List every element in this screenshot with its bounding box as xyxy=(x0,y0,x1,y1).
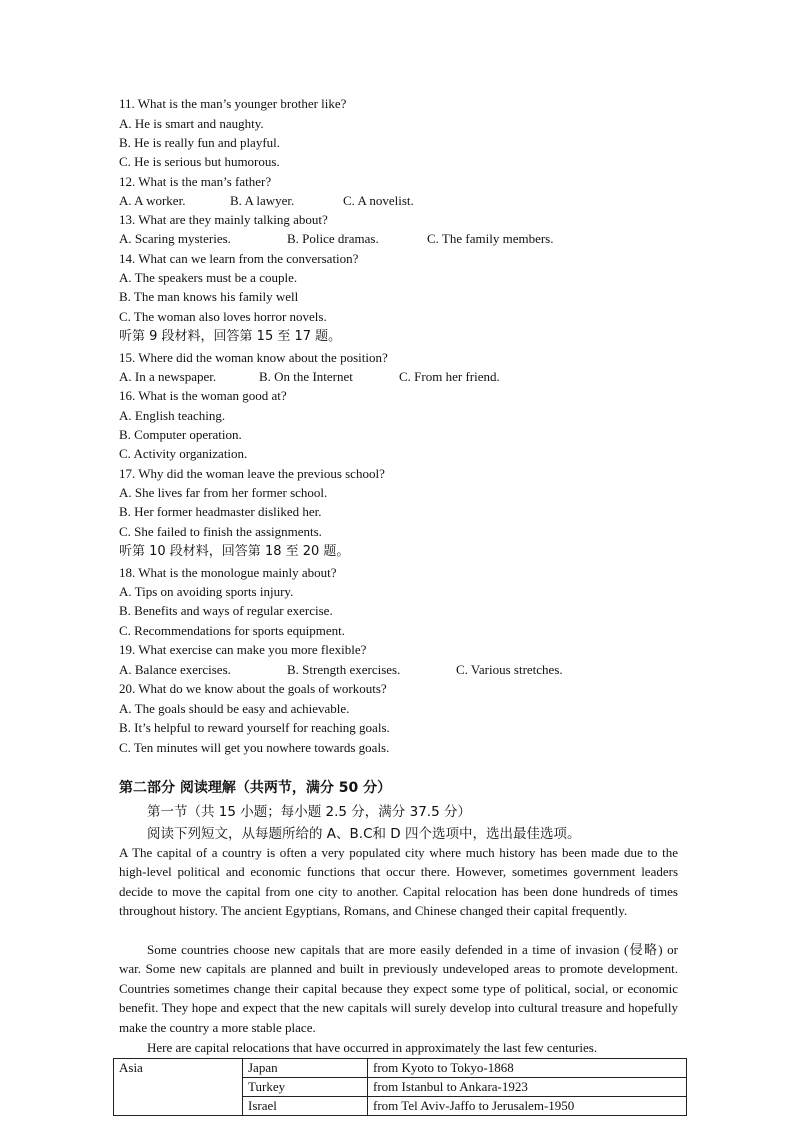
capital-relocations-table xyxy=(113,1058,687,1116)
section-2-instructions: 阅读下列短文，从每题所给的 A、B.C和 D 四个选项中，选出最佳选项。 xyxy=(147,826,581,842)
question-12: 12. What is the man’s father? xyxy=(119,174,272,189)
q20-option-a: A. The goals should be easy and achievable. xyxy=(119,701,350,716)
section-2-title: 第二部分 阅读理解（共两节，满分 50 分） xyxy=(119,780,392,796)
q18-option-a: A. Tips on avoiding sports injury. xyxy=(119,584,294,599)
q20-option-c: C. Ten minutes will get you nowhere towards goals. xyxy=(119,740,390,755)
q15-option-b: B. On the Internet xyxy=(259,369,353,384)
question-20: 20. What do we know about the goals of workouts? xyxy=(119,681,387,696)
q16-option-c: C. Activity organization. xyxy=(119,446,248,461)
q19-option-c: C. Various stretches. xyxy=(456,662,563,677)
q16-option-a: A. English teaching. xyxy=(119,408,226,423)
table-move-cell: from Kyoto to Tokyo-1868 xyxy=(368,1059,687,1078)
q11-option-c: C. He is serious but humorous. xyxy=(119,154,280,169)
q18-option-b: B. Benefits and ways of regular exercise. xyxy=(119,603,333,618)
q11-option-a: A. He is smart and naughty. xyxy=(119,116,264,131)
question-18: 18. What is the monologue mainly about? xyxy=(119,565,337,580)
section-10-instruction: 听第 10 段材料，回答第 18 至 20 题。 xyxy=(119,544,350,559)
question-17: 17. Why did the woman leave the previous school? xyxy=(119,466,385,481)
table-move-cell: from Tel Aviv-Jaffo to Jerusalem-1950 xyxy=(368,1097,687,1116)
q17-option-c: C. She failed to finish the assignments. xyxy=(119,524,322,539)
table-move-cell: from Istanbul to Ankara-1923 xyxy=(368,1078,687,1097)
section-9-instruction: 听第 9 段材料，回答第 15 至 17 题。 xyxy=(119,329,342,344)
table-row xyxy=(114,1059,687,1078)
table-country-cell: Israel xyxy=(243,1097,368,1116)
q17-option-a: A. She lives far from her former school. xyxy=(119,485,328,500)
q13-option-a: A. Scaring mysteries. xyxy=(119,231,231,246)
q16-option-b: B. Computer operation. xyxy=(119,427,242,442)
q14-option-b: B. The man knows his family well xyxy=(119,289,299,304)
q12-option-b: B. A lawyer. xyxy=(230,193,295,208)
q13-option-b: B. Police dramas. xyxy=(287,231,379,246)
section-2-part-1-heading: 第一节（共 15 小题；每小题 2.5 分，满分 37.5 分） xyxy=(147,804,471,820)
q12-option-a: A. A worker. xyxy=(119,193,186,208)
passage-paragraph-2: Some countries choose new capitals that are more easily defended in a time of invasion (侵略) or war. Some new capitals are planned and built in previously undeveloped areas to promote development. Countries sometimes change their capital because they expect some type of political, social, or economic benefit. They hope and expect that the new capitals will surely develop into cultural treasure and hopefully make the country a more stable place. xyxy=(119,942,678,1035)
question-15: 15. Where did the woman know about the position? xyxy=(119,350,388,365)
q19-option-a: A. Balance exercises. xyxy=(119,662,231,677)
q12-option-c: C. A novelist. xyxy=(343,193,414,208)
q14-option-a: A. The speakers must be a couple. xyxy=(119,270,298,285)
question-19: 19. What exercise can make you more flexible? xyxy=(119,642,367,657)
q15-option-a: A. In a newspaper. xyxy=(119,369,217,384)
q18-option-c: C. Recommendations for sports equipment. xyxy=(119,623,346,638)
q11-option-b: B. He is really fun and playful. xyxy=(119,135,281,150)
q17-option-b: B. Her former headmaster disliked her. xyxy=(119,504,322,519)
question-11: 11. What is the man’s younger brother like? xyxy=(119,96,347,111)
q14-option-c: C. The woman also loves horror novels. xyxy=(119,309,327,324)
passage-paragraph-1: A The capital of a country is often a very populated city where much history has been made due to the high-level political and economic functions that occur there. However, sometimes government leaders decide to move the capital from one city to another. Capital relocation has been done hundreds of times throughout history. The ancient Egyptians, Romans, and Chinese changed their capital frequently. xyxy=(119,845,678,919)
q20-option-b: B. It’s helpful to reward yourself for reaching goals. xyxy=(119,720,390,735)
passage-paragraph-3: Here are capital relocations that have occurred in approximately the last few centuries. xyxy=(147,1040,598,1055)
question-14: 14. What can we learn from the conversation? xyxy=(119,251,359,266)
q15-option-c: C. From her friend. xyxy=(399,369,500,384)
table-region-cell: Asia xyxy=(114,1059,243,1116)
table-country-cell: Japan xyxy=(243,1059,368,1078)
question-16: 16. What is the woman good at? xyxy=(119,388,287,403)
q13-option-c: C. The family members. xyxy=(427,231,554,246)
q19-option-b: B. Strength exercises. xyxy=(287,662,401,677)
question-13: 13. What are they mainly talking about? xyxy=(119,212,328,227)
table-country-cell: Turkey xyxy=(243,1078,368,1097)
